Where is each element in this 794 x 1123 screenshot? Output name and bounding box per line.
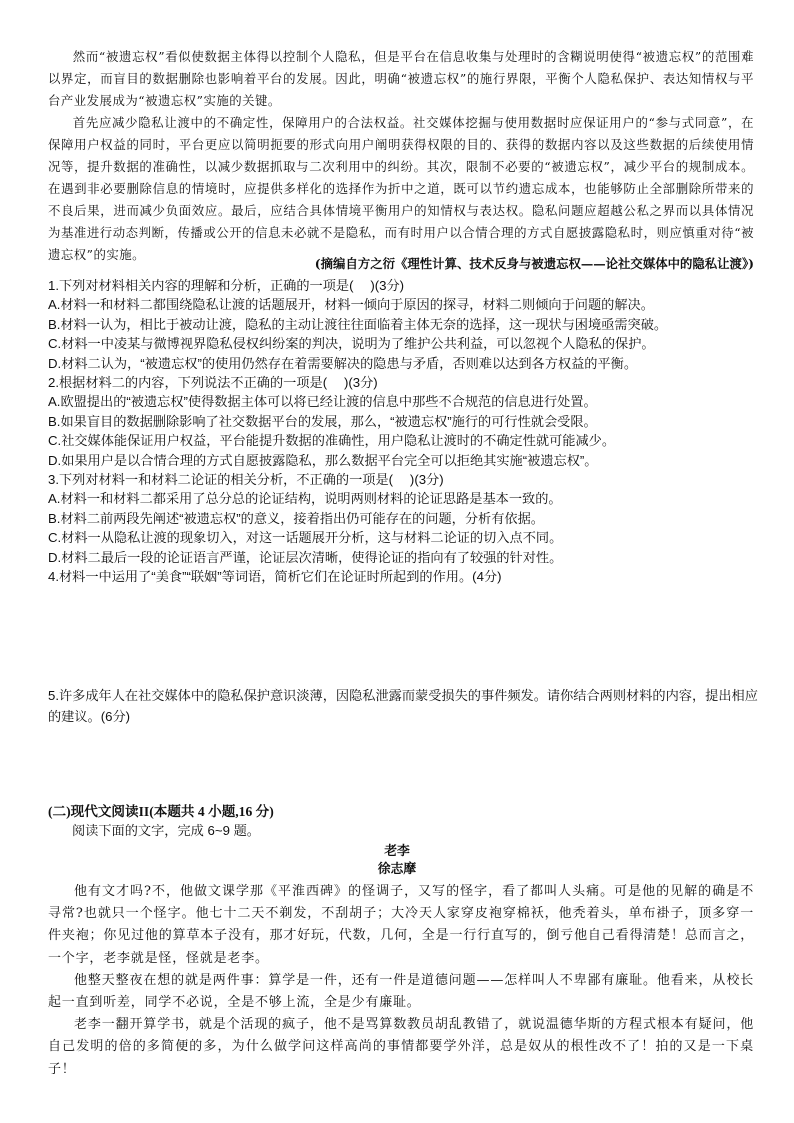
question-five: 5.许多成年人在社交媒体中的隐私保护意识淡薄，因隐私泄露而蒙受损失的事件频发。请你结合两则材料的内容，提出相应的建议。(6分) <box>48 688 758 724</box>
section-instruction: 阅读下面的文字，完成 6~9 题。 <box>72 823 260 838</box>
option: B.如果盲目的数据删除影响了社交数据平台的发展，那么，“被遗忘权”施行的可行性就会受限。 <box>48 413 597 429</box>
material-source: (摘编自方之衍《理性计算、技术反身与被遗忘权——论社交媒体中的隐私让渡》) <box>314 256 754 271</box>
option: D.材料二认为，“被遗忘权”的使用仍然存在着需要解决的隐患与矛盾，否则难以达到各方权益的平衡。 <box>48 355 638 371</box>
option: B.材料二前两段先阐述“被遗忘权”的意义，接着指出仍可能存在的问题，分析有依据。 <box>48 510 544 526</box>
paragraph: 他整天整夜在想的就是两件事：算学是一件，还有一件是道德问题——怎样叫人不卑鄙有廉耻。他看来，从校长起一直到听差，同学不必说，全是不够上流，全是少有廉耻。 <box>48 972 754 1011</box>
option: A.材料一和材料二都采用了总分总的论证结构，说明两则材料的论证思路是基本一致的。 <box>48 491 562 507</box>
option: A.欧盟提出的“被遗忘权”使得数据主体可以将已经让渡的信息中那些不合规范的信息进行处置。 <box>48 394 597 410</box>
option: D.如果用户是以合情合理的方式自愿披露隐私，那么数据平台完全可以拒绝其实施“被遗忘权”。 <box>48 452 598 468</box>
material-one-closing <box>48 46 754 266</box>
story-title: 老李 <box>384 844 410 859</box>
story-author: 徐志摩 <box>377 862 417 877</box>
story-body <box>48 881 754 1081</box>
questions-block <box>48 276 760 587</box>
paragraph: 他有文才吗?不，他做文课学那《平淮西碑》的怪调子，又写的怪字，看了都叫人头痛。可是他的见解的确是不寻常?也就只一个怪字。他七十二天不剃发，不刮胡子；大冷天人家穿皮袍穿棉袄，他秃着头，单布褂子，顶多穿一件夹袍；你见过他的算草本子没有，那才好玩，代数，几何，全是一行行直写的，倒亏他自己看得清楚！总而言之，一个字，老李就是怪，怪就是老李。 <box>48 884 754 966</box>
option: C.社交媒体能保证用户权益，平台能提升数据的准确性，用户隐私让渡时的不确定性就可能减少。 <box>48 433 616 449</box>
paragraph: 老李一翻开算学书，就是个活现的疯子，他不是骂算数教员胡乱教错了，就说温德华斯的方程式根本有疑问，他自己发明的倍的多简便的多，为什么做学问这样高尚的事情都要学外洋，总是奴从的根性改不了！拍的又是一下桌子！ <box>48 1017 754 1077</box>
option: C.材料一从隐私让渡的现象切入，对这一话题展开分析，这与材料二论证的切入点不同。 <box>48 530 563 546</box>
paragraph: 首先应减少隐私让渡中的不确定性，保障用户的合法权益。社交媒体挖掘与使用数据时应保证用户的“参与式同意”，在保障用户权益的同时，平台更应以简明扼要的形式向用户阐明获得权限的目的、获得的数据内容以及这些数据的后续使用情况等，提升数据的准确性，以减少数据抓取与二次利用中的纠纷。其次，限制不必要的“被遗忘权”，减少平台的规制成本。在遇到非必要删除信息的情境时，应提供多样化的选择作为折中之道，既可以节约遗忘成本，也能够防止全部删除所带来的不良后果，进而减少负面效应。最后，应结合具体情境平衡用户的知情权与表达权。隐私问题应超越公私之界而以具体情况为基准进行动态判断，传播或公开的信息未必就不是隐私，而有时用户以合情合理的方式自愿披露隐私时，则应慎重对待“被遗忘权”的实施。 <box>48 115 754 262</box>
option: D.材料二最后一段的论证语言严谨，论证层次清晰，使得论证的指向有了较强的针对性。 <box>48 549 563 565</box>
question-stem: 2.根据材料二的内容，下列说法不正确的一项是( )(3分) <box>48 375 378 391</box>
question-stem: 3.下列对材料一和材料二论证的相关分析，不正确的一项是( )(3分) <box>48 472 444 488</box>
question-stem: 1.下列对材料相关内容的理解和分析，正确的一项是( )(3分) <box>48 278 405 293</box>
option: B.材料一认为，相比于被动让渡，隐私的主动让渡往往面临着主体无奈的选择，这一现状与困境亟需突破。 <box>48 316 668 332</box>
question-stem: 4.材料一中运用了“美食”“联姻”等词语，简析它们在论证时所起到的作用。(4分) <box>48 569 502 585</box>
section-heading: (二)现代文阅读II(本题共 4 小题,16 分) <box>48 804 274 819</box>
paragraph: 然而“被遗忘权”看似使数据主体得以控制个人隐私，但是平台在信息收集与处理时的含糊说明使得“被遗忘权”的范围难以界定，而盲目的数据删除也影响着平台的发展。因此，明确“被遗忘权”的施行界限，平衡个人隐私保护、表达知情权与平台产业发展成为“被遗忘权”实施的关键。 <box>48 49 754 108</box>
option: A.材料一和材料二都围绕隐私让渡的话题展开，材料一倾向于原因的探寻，材料二则倾向于问题的解决。 <box>48 297 654 313</box>
option: C.材料一中凌某与微博视界隐私侵权纠纷案的判决，说明为了维护公共利益，可以忽视个人隐私的保护。 <box>48 336 655 352</box>
